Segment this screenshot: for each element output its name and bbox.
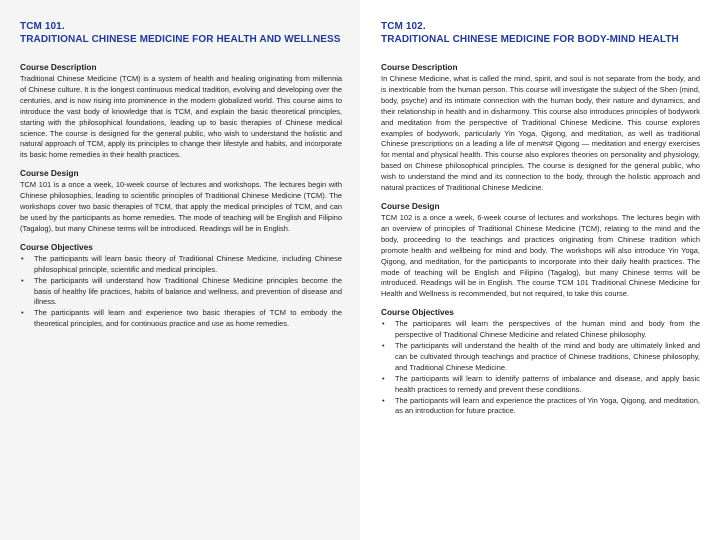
objective-item: • The participants will understand how Traditional Chinese Medicine principles become the basis of healthy life practices, habits of balance and wellness, and prevention of disease and illness. <box>20 276 342 309</box>
course-column-tcm-102 <box>360 0 720 540</box>
course-title: TRADITIONAL CHINESE MEDICINE FOR HEALTH AND WELLNESS <box>20 34 341 45</box>
description-heading: Course Description <box>20 62 97 72</box>
description-text: In Chinese Medicine, what is called the mind, spirit, and soul is not separate from the body, and is inextricable from the human person. This course will investigate the subject of the Shen (mind, body, psyche) and its intimate connection with the human body, their nature and dynamics, and their relationship in health and in disharmony. This course also introduces principles of bodywork and meditation from the perspective of Traditional Chinese Medicine. This course explores examples of bodywork, particularly Yin Yoga, Qigong, and meditation, as well as traditional Chinese prescriptions on a leading a life of men#s# Qigong — meditation and energy exercises for mental and physical health. This course also explores theories on personality and physiology, based on Chinese philosophical principles. The course is designed for the general public, who wish to understand the mind and its connection to the body, through the holistic approach and natural practices of Traditional Chinese Medicine. <box>381 74 700 193</box>
design-text: TCM 102 is a once a week, 6-week course of lectures and workshops. The lectures begin with an overview of principles of Traditional Chinese Medicine (TCM), relating to the mind and the body, proceeding to the teachings and practices originating from Chinese tradition which promote health and wellbeing for mind and body. The workshops will also introduce Yin Yoga, Qigong, and meditation, for the participants to incorporate into their daily health practices. The mode of teaching will be English and Filipino (Tagalog), but many Chinese terms will be introduced. Readings will be in English. The course TCM 101 Traditional Chinese Medicine for Health and Wellness is recommended, but not required, to take this course. <box>381 212 700 299</box>
description-heading: Course Description <box>381 62 458 72</box>
course-code: TCM 102. <box>381 21 426 32</box>
objective-item: • The participants will learn and experience the practices of Yin Yoga, Qigong, and meditation, as an introduction for future practice. <box>381 396 700 418</box>
objectives-heading: Course Objectives <box>381 307 454 318</box>
objective-item: • The participants will learn basic theory of Traditional Chinese Medicine, including Chinese philosophical principle, scientific and medical principles. <box>20 254 342 276</box>
objective-item: • The participants will learn to identify patterns of imbalance and disease, and apply basic health practices to remedy and prevent these conditions. <box>381 374 700 396</box>
design-heading: Course Design <box>381 200 440 211</box>
objectives-heading: Course Objectives <box>20 241 93 252</box>
design-text: TCM 101 is a once a week, 10-week course of lectures and workshops. The lectures begin with Chinese philosophies, leading to scientific principles of Traditional Chinese Medicine (TCM). The workshops cover two basic therapies of TCM, that apply the medical principles of TCM, and can be used by the participants as home remedies. The mode of teaching will be English and Filipino (Tagalog), but many Chinese terms will be introduced. Readings will be in English. <box>20 180 342 233</box>
objective-item: • The participants will learn and experience two basic therapies of TCM to embody the theoretical principles, and for continuous practice and use as home remedies. <box>20 308 342 330</box>
course-code: TCM 101. <box>20 21 65 32</box>
objective-item: • The participants will understand the health of the mind and body are ultimately linked and can be cultivated through teachings and practice of Chinese traditions, Chinese philosophy, and Traditional Chinese Medicine. <box>381 341 700 374</box>
description-text: Traditional Chinese Medicine (TCM) is a system of health and healing originating from millennia of Chinese culture. It is the longest continuous medical tradition, evolving and developing over the centuries, and is now rising into prominence in the modern globalized world. This course aims to introduce the vast body of knowledge that is TCM, and explain the basic theoretical principles, starting with the philosophical foundations, leading up to basic therapies of Chinese medical science. The course is designed for the general public, who wish to understand the holistic and natural approach of TCM, apply its principles to change their lifestyle and habits, and incorporate its basic home remedies in their health practices. <box>20 74 342 160</box>
objectives-list <box>381 319 700 417</box>
objectives-list <box>20 254 342 330</box>
course-title: TRADITIONAL CHINESE MEDICINE FOR BODY-MIND HEALTH <box>381 34 679 45</box>
design-heading: Course Design <box>20 168 79 179</box>
objective-item: • The participants will learn the perspectives of the human mind and body from the perspective of Traditional Chinese Medicine and related Chinese philosophy. <box>381 319 700 341</box>
